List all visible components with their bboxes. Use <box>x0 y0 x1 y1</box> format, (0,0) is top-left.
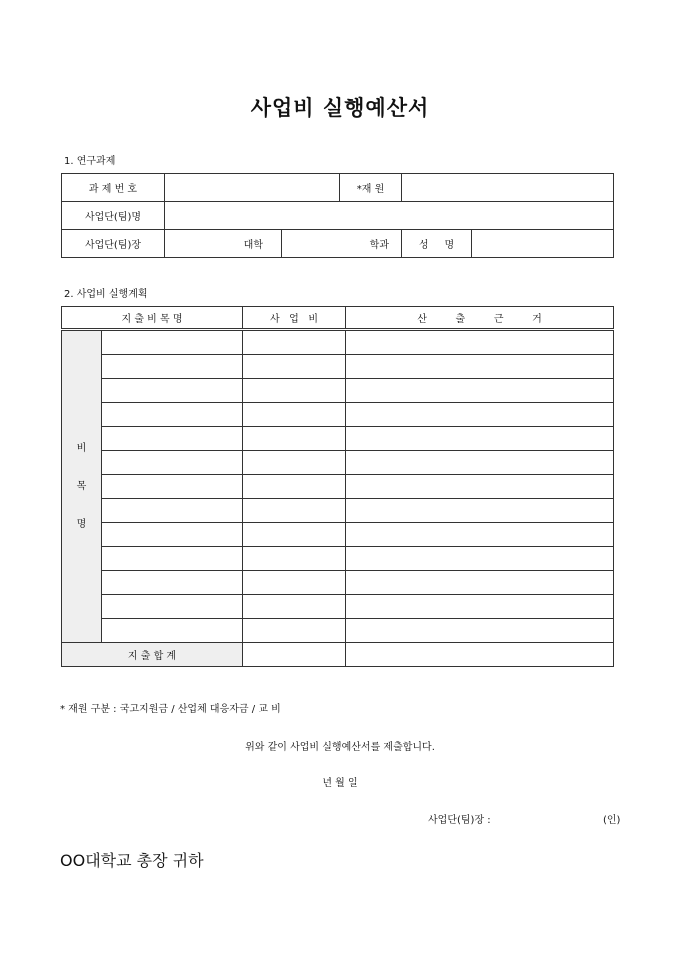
cost-field[interactable] <box>243 379 346 403</box>
side-label-char: 비 <box>76 442 87 454</box>
cost-field[interactable] <box>243 547 346 571</box>
budget-row <box>62 499 614 523</box>
total-basis-field[interactable] <box>346 643 614 667</box>
basis-field[interactable] <box>346 571 614 595</box>
name-field[interactable] <box>472 230 614 258</box>
cost-field[interactable] <box>243 571 346 595</box>
item-name-field[interactable] <box>102 595 243 619</box>
budget-row <box>62 427 614 451</box>
signature-label: 사업단(팀)장 : <box>428 815 491 826</box>
item-name-field[interactable] <box>102 499 243 523</box>
basis-field[interactable] <box>346 475 614 499</box>
item-name-field[interactable] <box>102 355 243 379</box>
project-no-field[interactable] <box>165 174 340 202</box>
basis-field[interactable] <box>346 451 614 475</box>
basis-field[interactable] <box>346 330 614 355</box>
budget-row <box>62 523 614 547</box>
fund-field[interactable] <box>402 174 614 202</box>
budget-row <box>62 355 614 379</box>
item-name-field[interactable] <box>102 379 243 403</box>
cost-field[interactable] <box>243 403 346 427</box>
section2-heading: 2. 사업비 실행계획 <box>64 289 148 300</box>
cost-field[interactable] <box>243 499 346 523</box>
budget-row <box>62 403 614 427</box>
item-name-field[interactable] <box>102 523 243 547</box>
basis-field[interactable] <box>346 595 614 619</box>
item-name-field[interactable] <box>102 619 243 643</box>
dept-field[interactable] <box>282 230 402 258</box>
item-name-field[interactable] <box>102 330 243 355</box>
team-name-field[interactable] <box>165 202 614 230</box>
addressee: OO대학교 총장 귀하 <box>60 851 204 870</box>
cost-header: 사 업 비 <box>243 307 346 330</box>
univ-field[interactable] <box>165 230 282 258</box>
fund-label: *재 원 <box>340 174 402 202</box>
seal-mark: (인) <box>603 815 621 826</box>
team-leader-row <box>62 230 614 258</box>
basis-field[interactable] <box>346 523 614 547</box>
submission-statement: 위와 같이 사업비 실행예산서를 제출합니다. <box>245 742 435 753</box>
item-header: 지 출 비 목 명 <box>62 307 243 330</box>
budget-row <box>62 451 614 475</box>
project-no-row <box>62 174 614 202</box>
fund-note: * 재원 구분 : 국고지원금 / 산업체 대응자금 / 교 비 <box>60 704 281 715</box>
item-name-field[interactable] <box>102 427 243 451</box>
cost-field[interactable] <box>243 475 346 499</box>
item-name-field[interactable] <box>102 547 243 571</box>
basis-field[interactable] <box>346 499 614 523</box>
budget-row <box>62 330 614 355</box>
total-cost-field[interactable] <box>243 643 346 667</box>
team-leader-label: 사업단(팀)장 <box>62 230 165 258</box>
cost-field[interactable] <box>243 619 346 643</box>
basis-field[interactable] <box>346 403 614 427</box>
item-side-label <box>62 330 102 643</box>
budget-row <box>62 619 614 643</box>
basis-field[interactable] <box>346 427 614 451</box>
budget-row <box>62 547 614 571</box>
budget-row <box>62 595 614 619</box>
univ-label: 대학 <box>243 240 263 251</box>
document-title: 사업비 실행예산서 <box>250 96 430 120</box>
cost-field[interactable] <box>243 595 346 619</box>
cost-field[interactable] <box>243 427 346 451</box>
name-label: 성 명 <box>402 230 472 258</box>
date-line: 년 월 일 <box>322 778 358 789</box>
budget-plan-table <box>61 306 614 667</box>
basis-field[interactable] <box>346 379 614 403</box>
budget-row <box>62 379 614 403</box>
side-label-char: 명 <box>76 518 87 530</box>
total-row <box>62 643 614 667</box>
cost-field[interactable] <box>243 330 346 355</box>
team-name-label: 사업단(팀)명 <box>62 202 165 230</box>
basis-field[interactable] <box>346 355 614 379</box>
section1-heading: 1. 연구과제 <box>64 156 116 167</box>
total-label: 지 출 합 계 <box>62 643 243 667</box>
cost-field[interactable] <box>243 451 346 475</box>
project-no-label: 과 제 번 호 <box>62 174 165 202</box>
basis-field[interactable] <box>346 547 614 571</box>
side-label-char: 목 <box>76 480 87 492</box>
budget-row <box>62 475 614 499</box>
item-name-field[interactable] <box>102 451 243 475</box>
basis-header: 산 출 근 거 <box>346 307 614 330</box>
basis-field[interactable] <box>346 619 614 643</box>
item-name-field[interactable] <box>102 571 243 595</box>
item-name-field[interactable] <box>102 403 243 427</box>
cost-field[interactable] <box>243 355 346 379</box>
budget-header-row <box>62 307 614 330</box>
dept-label: 학과 <box>369 240 389 251</box>
team-name-row <box>62 202 614 230</box>
budget-row <box>62 571 614 595</box>
cost-field[interactable] <box>243 523 346 547</box>
item-name-field[interactable] <box>102 475 243 499</box>
project-info-table <box>61 173 614 258</box>
